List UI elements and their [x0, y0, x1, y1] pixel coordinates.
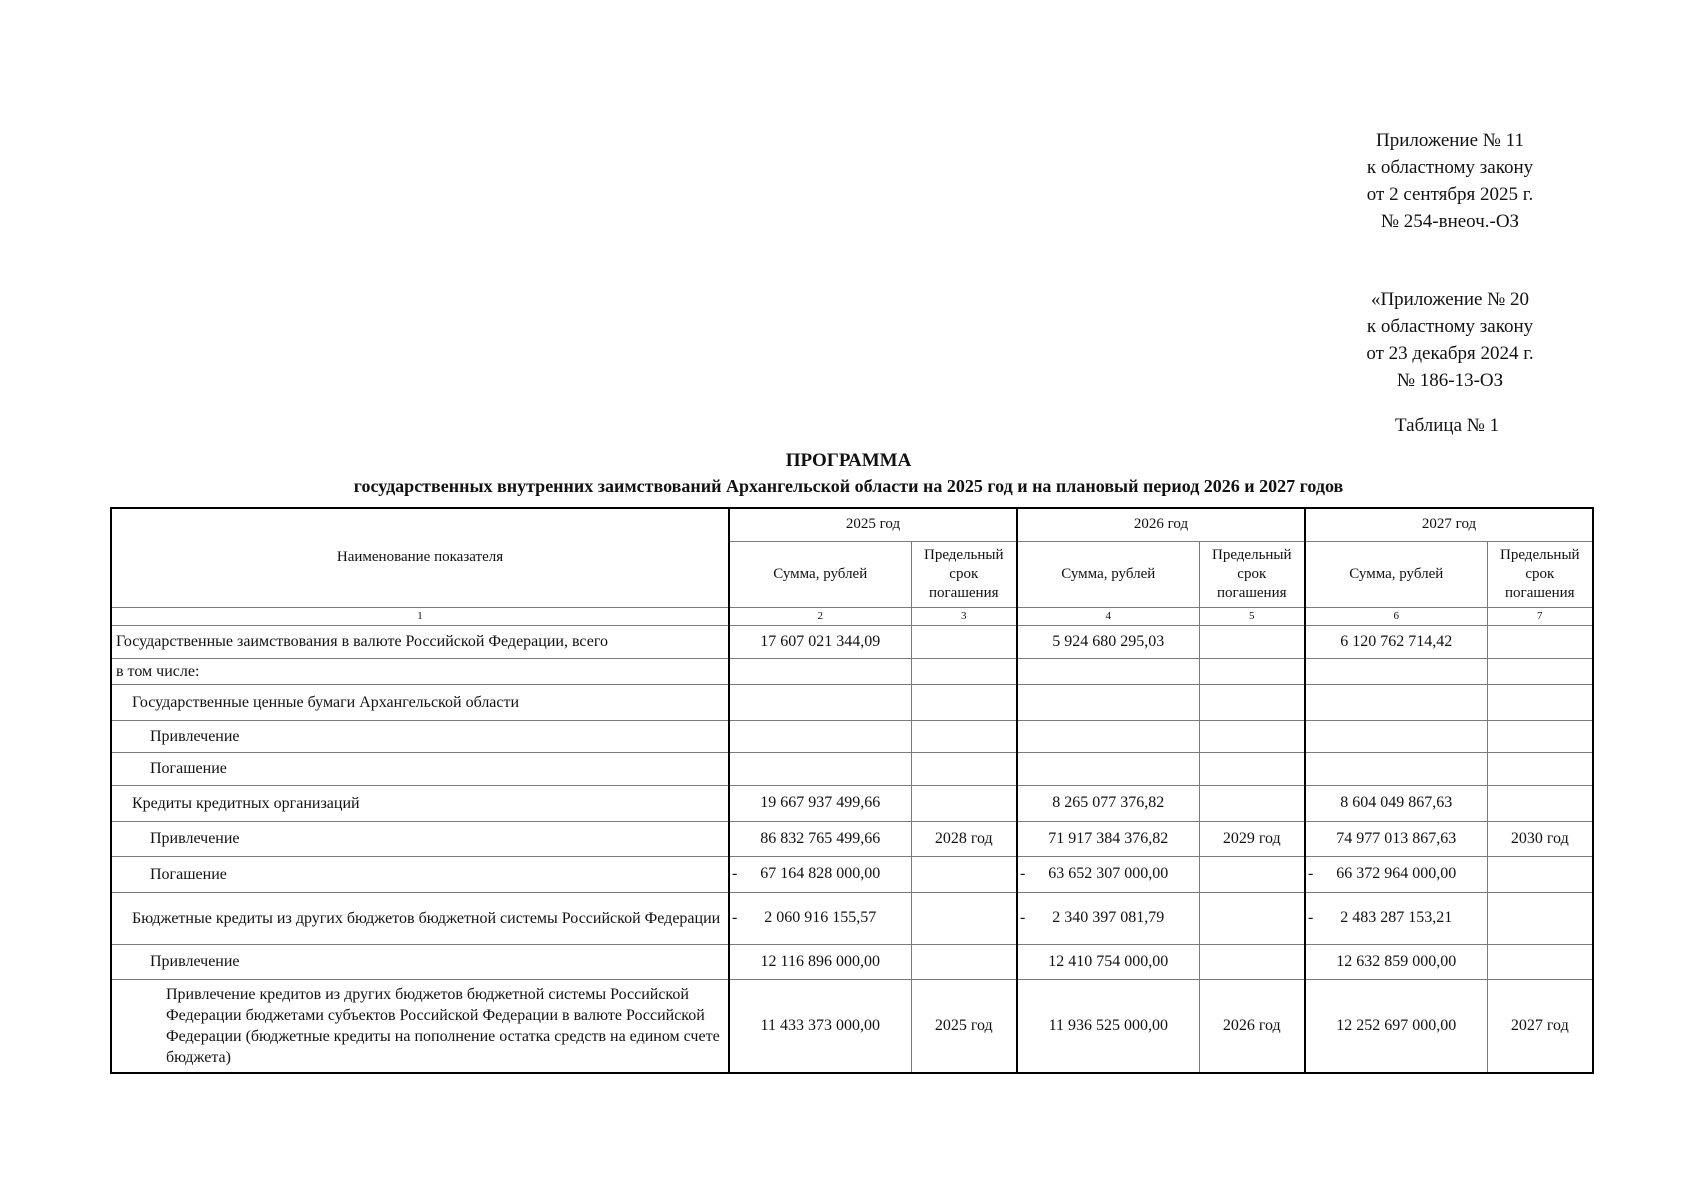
appendix-20-line: «Приложение № 20 — [1370, 289, 1530, 310]
sum-cell — [1017, 720, 1199, 752]
term-cell — [911, 752, 1017, 785]
sum-cell — [729, 752, 911, 785]
sum-value: 19 667 937 499,66 — [760, 794, 881, 811]
table-row — [111, 892, 1593, 944]
sum-value: 2 483 287 153,21 — [1340, 909, 1453, 926]
sum-value: 8 604 049 867,63 — [1340, 794, 1453, 811]
header-year-2027: 2027 год — [1305, 508, 1593, 541]
column-index: 4 — [1017, 607, 1199, 625]
appendix-20-line: № 186-13-ОЗ — [1396, 370, 1504, 391]
sum-value: 12 632 859 000,00 — [1336, 952, 1457, 970]
sum-cell — [1305, 684, 1487, 720]
sum-cell — [729, 856, 911, 892]
appendix-20-block — [1350, 286, 1550, 394]
table-row — [111, 625, 1593, 658]
term-cell: 2027 год — [1487, 979, 1593, 1073]
header-sum: Сумма, рублей — [729, 541, 911, 607]
sum-cell — [729, 944, 911, 979]
row-name: в том числе: — [111, 658, 729, 684]
row-name: Государственные ценные бумаги Архангельской области — [111, 684, 729, 720]
sum-value: 63 652 307 000,00 — [1048, 865, 1169, 882]
minus-sign: - — [1308, 909, 1314, 926]
term-cell — [1487, 944, 1593, 979]
sum-value: 11 433 373 000,00 — [760, 1016, 880, 1034]
sum-cell — [1017, 625, 1199, 658]
document-subtitle: государственных внутренних заимствований Архангельской области на 2025 год и на плановый период 2026 и 2027 годов — [353, 476, 1344, 496]
sum-cell — [1017, 785, 1199, 821]
term-cell — [1199, 785, 1305, 821]
term-cell — [1487, 625, 1593, 658]
sum-value: 8 265 077 376,82 — [1052, 794, 1165, 811]
sum-cell — [1305, 625, 1487, 658]
term-cell — [911, 658, 1017, 684]
sum-cell — [1017, 684, 1199, 720]
row-name: Погашение — [111, 752, 729, 785]
column-index: 1 — [111, 607, 729, 625]
sum-value: 2 060 916 155,57 — [764, 909, 877, 926]
sum-cell — [1017, 752, 1199, 785]
term-cell: 2029 год — [1199, 821, 1305, 856]
appendix-11-line: от 2 сентября 2025 г. — [1366, 184, 1534, 205]
term-cell — [1487, 856, 1593, 892]
term-cell — [1199, 892, 1305, 944]
row-name: Привлечение — [111, 821, 729, 856]
sum-value: 67 164 828 000,00 — [760, 865, 881, 882]
row-name: Привлечение — [111, 944, 729, 979]
minus-sign: - — [732, 909, 738, 926]
sum-cell — [1305, 856, 1487, 892]
sum-value: 66 372 964 000,00 — [1336, 865, 1457, 882]
column-index: 3 — [911, 607, 1017, 625]
term-cell — [1199, 625, 1305, 658]
row-name: Кредиты кредитных организаций — [111, 785, 729, 821]
header-sum: Сумма, рублей — [1305, 541, 1487, 607]
sum-cell — [1305, 720, 1487, 752]
sum-cell — [729, 684, 911, 720]
row-name: Привлечение кредитов из других бюджетов бюджетной системы Российской Федерации бюджетами субъектов Российской Федерации в валюте Российской Федерации (бюджетные кредиты на пополнение остатка средств на едином счете бюджета) — [111, 979, 729, 1073]
term-cell — [1487, 658, 1593, 684]
column-index: 2 — [729, 607, 911, 625]
term-cell — [911, 625, 1017, 658]
header-indicator-name: Наименование показателя — [111, 508, 729, 607]
table-row — [111, 684, 1593, 720]
borrowing-program-table — [110, 507, 1594, 1074]
column-index-row — [111, 607, 1593, 625]
sum-cell — [1017, 658, 1199, 684]
row-name: Привлечение — [111, 720, 729, 752]
sum-cell — [729, 892, 911, 944]
term-cell — [911, 944, 1017, 979]
term-cell — [1487, 720, 1593, 752]
sum-value: 12 116 896 000,00 — [760, 952, 880, 970]
sum-cell — [1017, 944, 1199, 979]
sum-cell — [1305, 979, 1487, 1073]
sum-value: 12 252 697 000,00 — [1336, 1016, 1457, 1034]
sum-cell — [1305, 821, 1487, 856]
sum-cell — [729, 979, 911, 1073]
minus-sign: - — [732, 865, 738, 882]
column-index: 7 — [1487, 607, 1593, 625]
sum-value: 71 917 384 376,82 — [1048, 829, 1169, 847]
sum-value: 6 120 762 714,42 — [1340, 632, 1453, 650]
sum-cell — [1017, 821, 1199, 856]
sum-value: 86 832 765 499,66 — [760, 829, 881, 847]
sum-cell — [729, 658, 911, 684]
header-term: Предельный срок погашения — [1199, 541, 1305, 607]
sum-cell — [1305, 658, 1487, 684]
header-year-2026: 2026 год — [1017, 508, 1305, 541]
appendix-20-line: от 23 декабря 2024 г. — [1366, 343, 1534, 364]
sum-cell — [1305, 785, 1487, 821]
term-cell — [1487, 785, 1593, 821]
header-term: Предельный срок погашения — [1487, 541, 1593, 607]
sum-cell — [1305, 892, 1487, 944]
term-cell — [1199, 752, 1305, 785]
table-row — [111, 785, 1593, 821]
term-cell — [911, 785, 1017, 821]
column-index: 5 — [1199, 607, 1305, 625]
sum-cell — [729, 821, 911, 856]
table-number: Таблица № 1 — [1395, 415, 1500, 436]
sum-value: 2 340 397 081,79 — [1052, 909, 1165, 926]
sum-cell — [1305, 944, 1487, 979]
term-cell — [1199, 720, 1305, 752]
column-index: 6 — [1305, 607, 1487, 625]
row-name: Государственные заимствования в валюте Российской Федерации, всего — [111, 625, 729, 658]
term-cell: 2028 год — [911, 821, 1017, 856]
term-cell — [911, 856, 1017, 892]
term-cell — [1487, 752, 1593, 785]
table-row — [111, 821, 1593, 856]
table-row — [111, 979, 1593, 1073]
term-cell — [911, 684, 1017, 720]
table-row — [111, 658, 1593, 684]
term-cell — [911, 892, 1017, 944]
sum-cell — [1017, 856, 1199, 892]
minus-sign: - — [1020, 865, 1026, 882]
term-cell: 2025 год — [911, 979, 1017, 1073]
header-term: Предельный срок погашения — [911, 541, 1017, 607]
minus-sign: - — [1308, 865, 1314, 882]
header-year-2025: 2025 год — [729, 508, 1017, 541]
table-row — [111, 856, 1593, 892]
term-cell — [1199, 684, 1305, 720]
term-cell — [1487, 892, 1593, 944]
sum-value: 74 977 013 867,63 — [1336, 829, 1457, 847]
appendix-11-line: к областному закону — [1366, 157, 1534, 178]
sum-cell — [1305, 752, 1487, 785]
term-cell: 2030 год — [1487, 821, 1593, 856]
appendix-11-line: Приложение № 11 — [1376, 130, 1524, 151]
row-name: Бюджетные кредиты из других бюджетов бюджетной системы Российской Федерации — [111, 892, 729, 944]
sum-value: 12 410 754 000,00 — [1048, 952, 1169, 970]
document-title: ПРОГРАММА — [785, 450, 912, 471]
term-cell — [1199, 856, 1305, 892]
sum-value: 5 924 680 295,03 — [1052, 632, 1165, 650]
sum-cell — [1017, 892, 1199, 944]
row-name: Погашение — [111, 856, 729, 892]
sum-value: 11 936 525 000,00 — [1048, 1016, 1168, 1034]
term-cell — [1199, 658, 1305, 684]
term-cell: 2026 год — [1199, 979, 1305, 1073]
term-cell — [911, 720, 1017, 752]
sum-cell — [729, 785, 911, 821]
table-row — [111, 752, 1593, 785]
sum-value: 17 607 021 344,09 — [760, 632, 881, 650]
table-row — [111, 720, 1593, 752]
sum-cell — [729, 720, 911, 752]
appendix-20-line: к областному закону — [1366, 316, 1534, 337]
minus-sign: - — [1020, 909, 1026, 926]
term-cell — [1487, 684, 1593, 720]
sum-cell — [1017, 979, 1199, 1073]
appendix-11-line: № 254-внеоч.-ОЗ — [1380, 211, 1520, 232]
appendix-11-block — [1350, 127, 1550, 235]
term-cell — [1199, 944, 1305, 979]
header-sum: Сумма, рублей — [1017, 541, 1199, 607]
table-row — [111, 944, 1593, 979]
sum-cell — [729, 625, 911, 658]
